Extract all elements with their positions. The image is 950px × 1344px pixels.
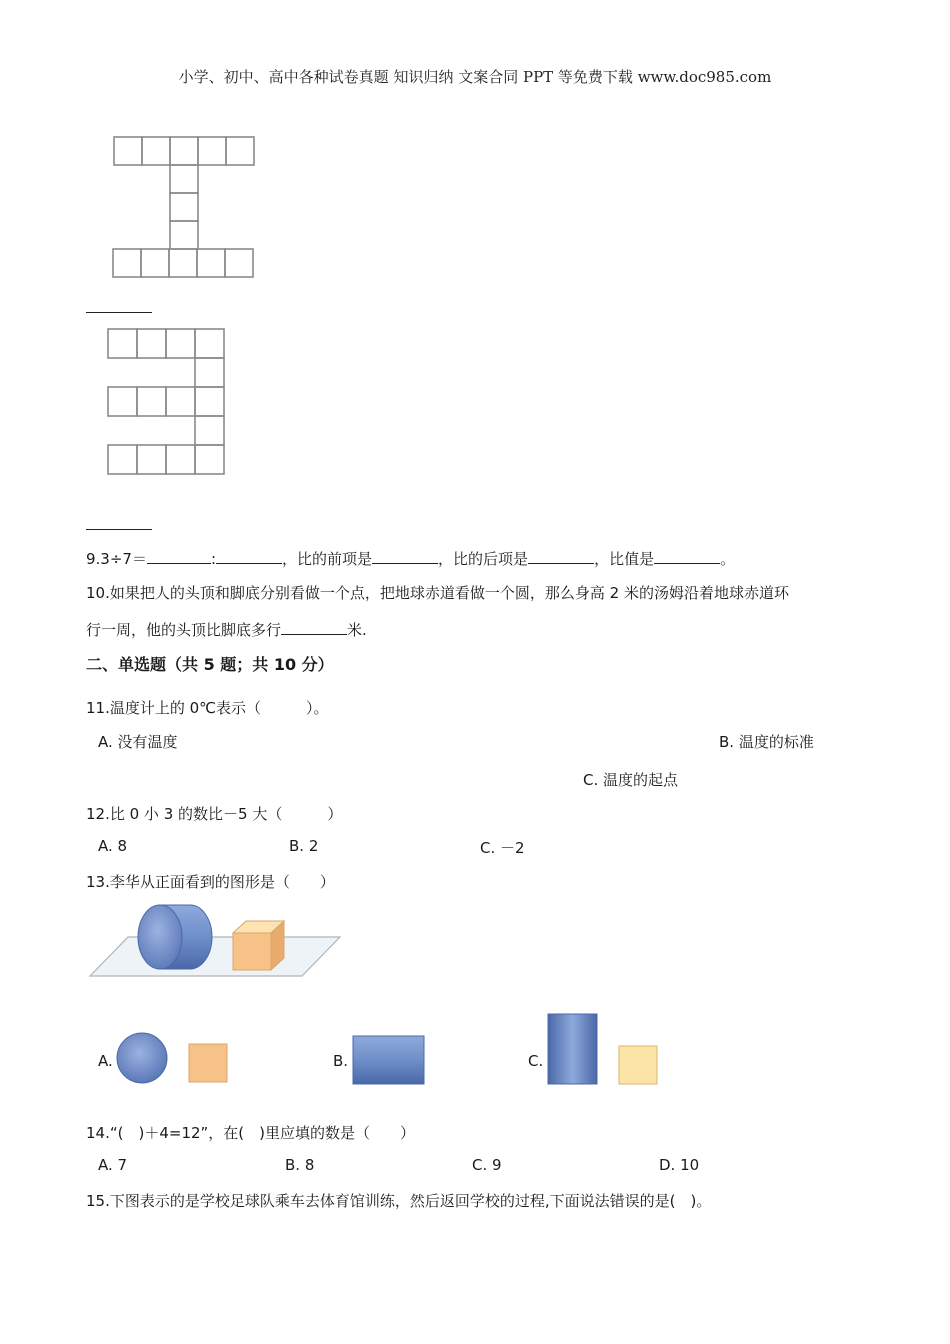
q9-text-5: ，比值是	[594, 550, 655, 568]
q13-option-c-figure[interactable]	[545, 1012, 663, 1088]
q9-blank-3[interactable]	[372, 549, 438, 564]
q9-text-1: 9.3÷7＝	[86, 550, 147, 568]
q14-option-d[interactable]: D. 10	[659, 1156, 700, 1174]
circle-shape	[117, 1033, 167, 1083]
cylinder-end	[138, 905, 182, 969]
question-12-stem: 12.比 0 小 3 的数比－5 大（ ）	[86, 805, 343, 823]
q11-option-c[interactable]: C. 温度的起点	[583, 771, 679, 789]
q9-blank-4[interactable]	[528, 549, 594, 564]
q12-option-c[interactable]: C. －2	[480, 839, 525, 857]
q13-option-a-label[interactable]: A.	[98, 1052, 113, 1070]
tall-blue-rectangle-shape	[548, 1014, 597, 1084]
q11-option-a[interactable]: A. 没有温度	[98, 733, 178, 751]
page-header: 小学、初中、高中各种试卷真题 知识归纳 文案合同 PPT 等免费下载 www.doc985.com	[178, 68, 772, 86]
q9-text-2: :	[210, 550, 217, 568]
q9-blank-5[interactable]	[654, 549, 720, 564]
question-15-stem: 15.下图表示的是学校足球队乘车去体育馆训练，然后返回学校的过程,下面说法错误的是( )。	[86, 1192, 712, 1210]
q13-option-b-label[interactable]: B.	[333, 1052, 349, 1070]
orange-square-shape	[189, 1044, 227, 1082]
q13-option-c-label[interactable]: C.	[528, 1052, 544, 1070]
cylinder-cube-scene	[86, 900, 346, 982]
blue-rectangle-shape	[353, 1036, 424, 1084]
q9-blank-2[interactable]	[216, 549, 282, 564]
grid-figure-i-shape	[110, 135, 260, 281]
cube-front	[233, 933, 271, 970]
q13-option-b-figure[interactable]	[350, 1033, 428, 1087]
answer-blank-2[interactable]	[86, 529, 152, 530]
q9-blank-1[interactable]	[147, 549, 211, 564]
question-10-line-2	[86, 619, 367, 640]
grid-figure-three-shape	[104, 326, 230, 478]
q13-option-a-figure[interactable]	[116, 1030, 232, 1086]
ground-plane	[90, 937, 340, 976]
q11-option-b[interactable]: B. 温度的标准	[719, 733, 814, 751]
q10-text-b: 米.	[347, 621, 367, 639]
question-14-stem: 14.“( )＋4=12”，在( )里应填的数是（ ）	[86, 1124, 416, 1142]
q12-option-a[interactable]: A. 8	[98, 837, 128, 855]
question-13-stem: 13.李华从正面看到的图形是（ ）	[86, 873, 335, 891]
q9-text-4: ，比的后项是	[438, 550, 529, 568]
q14-option-a[interactable]: A. 7	[98, 1156, 128, 1174]
q10-text-a: 行一周，他的头顶比脚底多行	[86, 621, 282, 639]
section-2-title: 二、单选题（共 5 题；共 10 分）	[86, 655, 334, 674]
q9-text-3: ，比的前项是	[282, 550, 373, 568]
q10-blank[interactable]	[281, 620, 347, 635]
q12-option-b[interactable]: B. 2	[289, 837, 319, 855]
question-10-line-1: 10.如果把人的头顶和脚底分别看做一个点，把地球赤道看做一个圆，那么身高 2 米的汤姆沿着地球赤道环	[86, 584, 789, 602]
answer-blank-1[interactable]	[86, 312, 152, 313]
q9-text-6: 。	[720, 550, 736, 568]
q14-option-c[interactable]: C. 9	[472, 1156, 502, 1174]
yellow-square-shape	[619, 1046, 657, 1084]
question-11-stem: 11.温度计上的 0℃表示（ ）。	[86, 699, 329, 717]
q14-option-b[interactable]: B. 8	[285, 1156, 315, 1174]
question-9	[86, 548, 735, 569]
